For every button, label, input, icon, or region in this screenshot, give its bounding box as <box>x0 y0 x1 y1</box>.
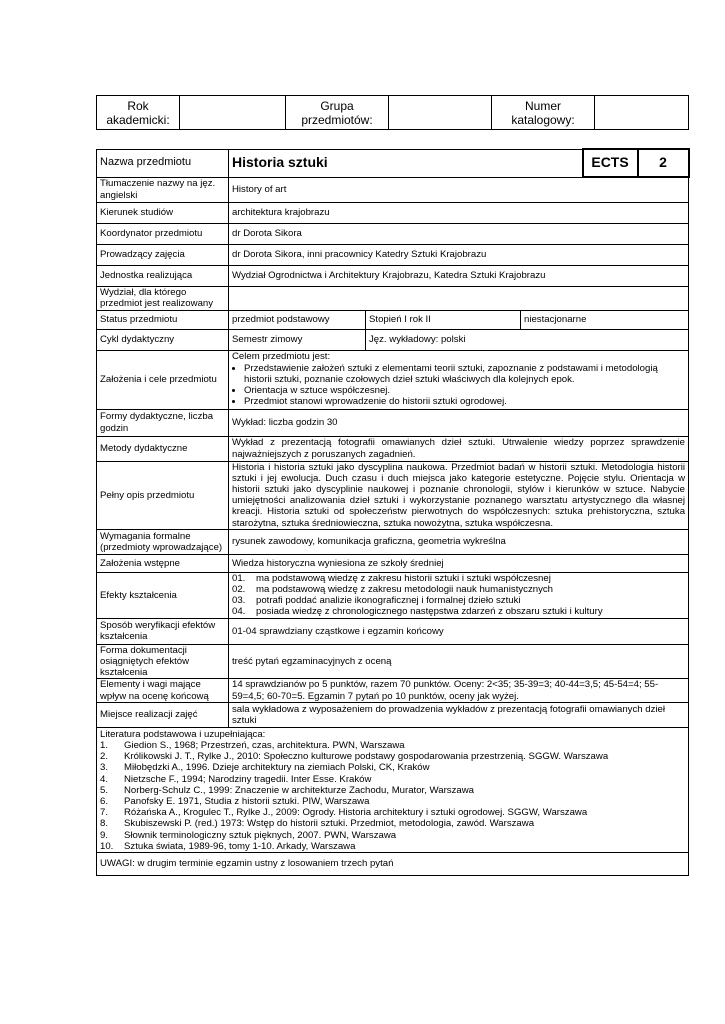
faculty-value <box>229 286 689 310</box>
literature-intro: Literatura podstawowa i uzupełniająca: <box>100 728 266 740</box>
literature-cell <box>97 727 689 852</box>
cycle-value: Semestr zimowy <box>229 329 366 350</box>
methods-value: Wykład z prezentacją fotografii omawianych dzieł sztuki. Utrwalenie wiedzy poprzez sprawdzenie najważniejszych z poruszanych zagadnień. <box>229 436 689 461</box>
course-name-value: Historia sztuki <box>229 149 583 177</box>
subject-group-value[interactable] <box>389 96 492 130</box>
goal-item: • Orientacja w sztuce współczesnej. <box>244 385 685 396</box>
documentation-value: treść pytań egzaminacyjnych z oceną <box>229 644 689 679</box>
goal-item: • Przedmiot stanowi wprowadzenie do historii sztuki ogrodowej. <box>244 396 685 407</box>
place-value: sala wykładowa z wyposażeniem do prowadzenia wykładów z prezentacją fotografii omawianych dzieł sztuki <box>229 702 689 727</box>
goals-list <box>232 363 685 408</box>
forms-label: Formy dydaktyczne, liczba godzin <box>97 409 229 436</box>
course-table <box>96 148 690 876</box>
literature-list <box>100 740 685 852</box>
assumptions-label: Założenia wstępne <box>97 554 229 572</box>
effects-cell <box>229 572 689 618</box>
unit-label: Jednostka realizująca <box>97 265 229 286</box>
forms-value: Wykład: liczba godzin 30 <box>229 409 689 436</box>
level-value: Stopień I rok II <box>366 310 521 329</box>
goals-cell <box>229 350 689 409</box>
language-value: Jęz. wykładowy: polski <box>366 329 689 350</box>
teachers-label: Prowadzący zajęcia <box>97 244 229 265</box>
weights-value: 14 sprawdzianów po 5 punktów, razem 70 punktów. Oceny: 2<35; 35-39=3; 40-44=3,5; 45-54=4; 55-59=4,5; 60-70=5. Egzamin 7 pytań po 10 punktów, oceny jak wyżej. <box>229 679 689 702</box>
assumptions-value: Wiedza historyczna wyniesiona ze szkoły średniej <box>229 554 689 572</box>
literature-item: 10. Sztuka świata, 1989-96, tomy 1-10. Arkady, Warszawa <box>100 840 356 852</box>
literature-item: 6. Panofsky E. 1971, Studia z historii sztuki. PIW, Warszawa <box>100 795 370 807</box>
literature-item: 5. Norberg-Schulz C., 1999: Znaczenie w architekturze Zachodu, Murator, Warszawa <box>100 784 474 796</box>
effects-list <box>232 573 685 618</box>
header-table <box>96 95 689 130</box>
direction-value: architektura krajobrazu <box>229 202 689 223</box>
cycle-label: Cykl dydaktyczny <box>97 329 229 350</box>
documentation-label: Forma dokumentacji osiągniętych efektów kształcenia <box>97 644 229 679</box>
coordinator-value: dr Dorota Sikora <box>229 223 689 244</box>
place-label: Miejsce realizacji zajęć <box>97 702 229 727</box>
verification-value: 01-04 sprawdziany cząstkowe i egzamin końcowy <box>229 618 689 644</box>
literature-item: 7. Różańska A., Krogulec T., Rylke J., 2009: Ogrody. Historia architektury i sztuki ogrodowej. SGGW, Warszawa <box>100 807 588 819</box>
teachers-value: dr Dorota Sikora, inni pracownicy Katedry Sztuki Krajobrazu <box>229 244 689 265</box>
effect-item: 02. ma podstawową wiedzę z zakresu metodologii nauk humanistycznych <box>232 584 554 596</box>
ects-value: 2 <box>638 149 689 177</box>
literature-item: 9. Słownik terminologiczny sztuk pięknych, 2007. PWN, Warszawa <box>100 829 397 841</box>
direction-label: Kierunek studiów <box>97 202 229 223</box>
requirements-label: Wymagania formalne (przedmioty wprowadzające) <box>97 529 229 554</box>
literature-item: 3. Miłobędzki A., 1996. Dzieje architektury na ziemiach Polski, CK, Kraków <box>100 762 430 774</box>
translation-value: History of art <box>229 177 689 202</box>
verification-label: Sposób weryfikacji efektów kształcenia <box>97 618 229 644</box>
literature-item: 4. Nietzsche F., 1994; Narodziny tragedii. Inter Esse. Kraków <box>100 773 372 785</box>
catalog-number-label: Numer katalogowy: <box>492 96 595 130</box>
literature-item: 2. Królikowski J. T., Rylke J., 2010: Społeczno kulturowe podstawy gospodarowania przestrzenią. SGGW. Warszawa <box>100 751 609 763</box>
mode-value: niestacjonarne <box>521 310 689 329</box>
description-value: Historia i historia sztuki jako dyscyplina naukowa. Przedmiot badań w historii sztuki. Metodologia historii sztuki i jej ewolucja. Duch czasu i duch miejsca jako kategorie estetyczne. Pojęcie stylu. Orientacja w historii sztuki jako dyscyplinie naukowej i poznanie chronologii, stylów i kierunków w sztuce. Nabycie umiejętności analizowania dzieł sztuki i wykorzystanie poznanego warsztatu artystycznego dla własnej kreacji. Historia sztuki od społeczeństw pierwotnych do współczesnych: sztuka prehistoryczna, sztuka starożytna, sztuka średniowieczna, sztuka nowożytna, sztuka współczesna. <box>229 461 689 529</box>
ects-label: ECTS <box>583 149 638 177</box>
literature-item: 8. Skubiszewski P. (red.) 1973: Wstęp do historii sztuki. Przedmiot, metodologia, zawód. Warszawa <box>100 818 535 830</box>
notes-value: UWAGI: w drugim terminie egzamin ustny z losowaniem trzech pytań <box>97 852 689 875</box>
effect-item: 01. ma podstawową wiedzę z zakresu historii sztuki i sztuki współczesnej <box>232 572 551 584</box>
faculty-label: Wydział, dla którego przedmiot jest realizowany <box>97 286 229 310</box>
goal-item: • Przedstawienie założeń sztuki z elementami teorii sztuki, zapoznanie z podstawami i metodologią historii sztuki, poznanie czołowych dzieł sztuki właściwych dla kolejnych epok. <box>244 363 685 385</box>
catalog-number-value[interactable] <box>595 96 689 130</box>
effects-label: Efekty kształcenia <box>97 572 229 618</box>
status-label: Status przedmiotu <box>97 310 229 329</box>
literature-item: 1. Giedion S., 1968; Przestrzeń, czas, architektura. PWN, Warszawa <box>100 739 405 751</box>
status-value: przedmiot podstawowy <box>229 310 366 329</box>
methods-label: Metody dydaktyczne <box>97 436 229 461</box>
effect-item: 03. potrafi poddać analizie ikonograficznej i formalnej dzieło sztuki <box>232 595 521 607</box>
unit-value: Wydział Ogrodnictwa i Architektury Krajobrazu, Katedra Sztuki Krajobrazu <box>229 265 689 286</box>
subject-group-label: Grupa przedmiotów: <box>286 96 389 130</box>
coordinator-label: Koordynator przedmiotu <box>97 223 229 244</box>
translation-label: Tłumaczenie nazwy na jęz. angielski <box>97 177 229 202</box>
academic-year-label: Rok akademicki: <box>97 96 180 130</box>
description-label: Pełny opis przedmiotu <box>97 461 229 529</box>
course-name-label: Nazwa przedmiotu <box>97 149 229 177</box>
requirements-value: rysunek zawodowy, komunikacja graficzna, geometria wykreślna <box>229 529 689 554</box>
goals-label: Założenia i cele przedmiotu <box>97 350 229 409</box>
academic-year-value[interactable] <box>180 96 286 130</box>
goals-intro: Celem przedmiotu jest: <box>232 351 331 363</box>
weights-label: Elementy i wagi mające wpływ na ocenę końcową <box>97 679 229 702</box>
effect-item: 04. posiada wiedzę z chronologicznego następstwa zdarzeń z obszaru sztuki i kultury <box>232 606 603 618</box>
